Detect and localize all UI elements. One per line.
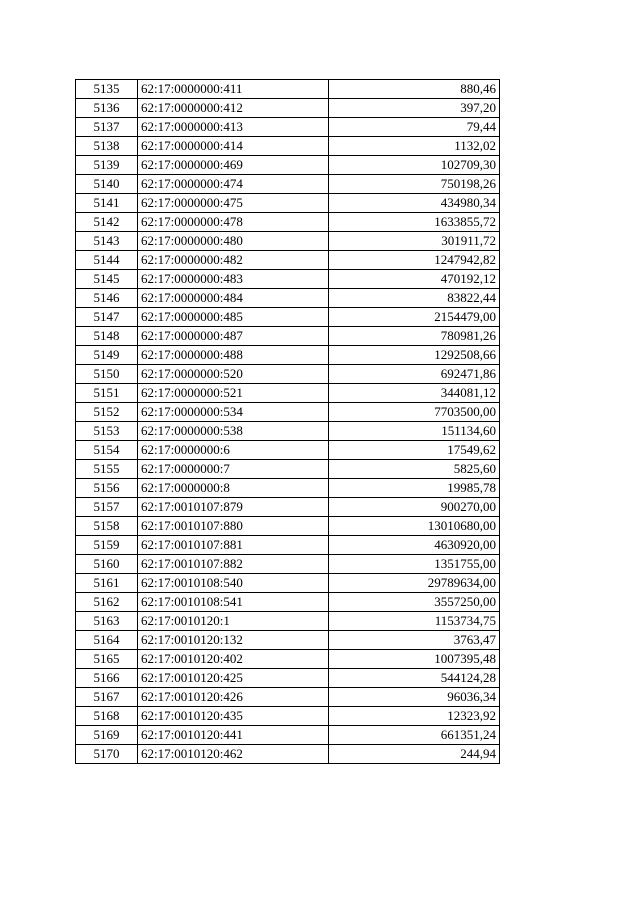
value-cell: 1007395,48 xyxy=(329,650,500,669)
table-row xyxy=(76,403,500,422)
value-cell: 1292508,66 xyxy=(329,346,500,365)
row-number-cell: 5137 xyxy=(76,118,138,137)
cadastral-value-table xyxy=(75,79,500,764)
cadastral-number-cell: 62:17:0000000:478 xyxy=(138,213,329,232)
value-cell: 151134,60 xyxy=(329,422,500,441)
value-cell: 102709,30 xyxy=(329,156,500,175)
cadastral-number-cell: 62:17:0010108:540 xyxy=(138,574,329,593)
row-number-cell: 5155 xyxy=(76,460,138,479)
table-row xyxy=(76,726,500,745)
value-cell: 544124,28 xyxy=(329,669,500,688)
table-row xyxy=(76,175,500,194)
cadastral-number-cell: 62:17:0000000:534 xyxy=(138,403,329,422)
row-number-cell: 5148 xyxy=(76,327,138,346)
cadastral-number-cell: 62:17:0010108:541 xyxy=(138,593,329,612)
value-cell: 397,20 xyxy=(329,99,500,118)
table-row xyxy=(76,688,500,707)
value-cell: 1633855,72 xyxy=(329,213,500,232)
value-cell: 83822,44 xyxy=(329,289,500,308)
table-row xyxy=(76,422,500,441)
row-number-cell: 5146 xyxy=(76,289,138,308)
row-number-cell: 5156 xyxy=(76,479,138,498)
value-cell: 3763,47 xyxy=(329,631,500,650)
table-row xyxy=(76,232,500,251)
row-number-cell: 5169 xyxy=(76,726,138,745)
cadastral-number-cell: 62:17:0010107:880 xyxy=(138,517,329,536)
row-number-cell: 5167 xyxy=(76,688,138,707)
table-row xyxy=(76,308,500,327)
value-cell: 344081,12 xyxy=(329,384,500,403)
table-row xyxy=(76,612,500,631)
row-number-cell: 5150 xyxy=(76,365,138,384)
row-number-cell: 5160 xyxy=(76,555,138,574)
cadastral-number-cell: 62:17:0000000:484 xyxy=(138,289,329,308)
table-row xyxy=(76,384,500,403)
value-cell: 1351755,00 xyxy=(329,555,500,574)
cadastral-number-cell: 62:17:0000000:480 xyxy=(138,232,329,251)
table-row xyxy=(76,213,500,232)
row-number-cell: 5170 xyxy=(76,745,138,764)
row-number-cell: 5166 xyxy=(76,669,138,688)
cadastral-number-cell: 62:17:0000000:521 xyxy=(138,384,329,403)
cadastral-number-cell: 62:17:0000000:485 xyxy=(138,308,329,327)
cadastral-number-cell: 62:17:0010120:441 xyxy=(138,726,329,745)
value-cell: 470192,12 xyxy=(329,270,500,289)
value-cell: 434980,34 xyxy=(329,194,500,213)
cadastral-number-cell: 62:17:0000000:7 xyxy=(138,460,329,479)
value-cell: 900270,00 xyxy=(329,498,500,517)
value-cell: 1247942,82 xyxy=(329,251,500,270)
document-page xyxy=(75,79,500,764)
value-cell: 301911,72 xyxy=(329,232,500,251)
value-cell: 5825,60 xyxy=(329,460,500,479)
row-number-cell: 5152 xyxy=(76,403,138,422)
row-number-cell: 5139 xyxy=(76,156,138,175)
cadastral-number-cell: 62:17:0010107:881 xyxy=(138,536,329,555)
cadastral-number-cell: 62:17:0010120:425 xyxy=(138,669,329,688)
row-number-cell: 5165 xyxy=(76,650,138,669)
table-row xyxy=(76,80,500,99)
table-row xyxy=(76,593,500,612)
row-number-cell: 5145 xyxy=(76,270,138,289)
value-cell: 1132,02 xyxy=(329,137,500,156)
value-cell: 13010680,00 xyxy=(329,517,500,536)
row-number-cell: 5140 xyxy=(76,175,138,194)
table-row xyxy=(76,99,500,118)
cadastral-number-cell: 62:17:0000000:411 xyxy=(138,80,329,99)
value-cell: 692471,86 xyxy=(329,365,500,384)
cadastral-number-cell: 62:17:0000000:412 xyxy=(138,99,329,118)
value-cell: 96036,34 xyxy=(329,688,500,707)
cadastral-number-cell: 62:17:0000000:487 xyxy=(138,327,329,346)
cadastral-number-cell: 62:17:0000000:475 xyxy=(138,194,329,213)
row-number-cell: 5151 xyxy=(76,384,138,403)
table-row xyxy=(76,289,500,308)
table-row xyxy=(76,555,500,574)
table-body xyxy=(76,80,500,764)
row-number-cell: 5144 xyxy=(76,251,138,270)
cadastral-number-cell: 62:17:0000000:474 xyxy=(138,175,329,194)
table-row xyxy=(76,479,500,498)
cadastral-number-cell: 62:17:0000000:413 xyxy=(138,118,329,137)
table-row xyxy=(76,574,500,593)
row-number-cell: 5158 xyxy=(76,517,138,536)
table-row xyxy=(76,460,500,479)
row-number-cell: 5138 xyxy=(76,137,138,156)
value-cell: 1153734,75 xyxy=(329,612,500,631)
table-row xyxy=(76,498,500,517)
value-cell: 79,44 xyxy=(329,118,500,137)
cadastral-number-cell: 62:17:0000000:469 xyxy=(138,156,329,175)
table-row xyxy=(76,251,500,270)
row-number-cell: 5163 xyxy=(76,612,138,631)
cadastral-number-cell: 62:17:0000000:6 xyxy=(138,441,329,460)
table-row xyxy=(76,536,500,555)
cadastral-number-cell: 62:17:0010120:435 xyxy=(138,707,329,726)
row-number-cell: 5147 xyxy=(76,308,138,327)
table-row xyxy=(76,745,500,764)
row-number-cell: 5154 xyxy=(76,441,138,460)
row-number-cell: 5141 xyxy=(76,194,138,213)
table-row xyxy=(76,669,500,688)
cadastral-number-cell: 62:17:0000000:538 xyxy=(138,422,329,441)
cadastral-number-cell: 62:17:0010120:426 xyxy=(138,688,329,707)
cadastral-number-cell: 62:17:0000000:520 xyxy=(138,365,329,384)
table-row xyxy=(76,270,500,289)
table-row xyxy=(76,650,500,669)
table-row xyxy=(76,327,500,346)
table-row xyxy=(76,631,500,650)
row-number-cell: 5143 xyxy=(76,232,138,251)
row-number-cell: 5161 xyxy=(76,574,138,593)
value-cell: 12323,92 xyxy=(329,707,500,726)
cadastral-number-cell: 62:17:0000000:482 xyxy=(138,251,329,270)
cadastral-number-cell: 62:17:0010120:402 xyxy=(138,650,329,669)
cadastral-number-cell: 62:17:0010120:1 xyxy=(138,612,329,631)
value-cell: 880,46 xyxy=(329,80,500,99)
row-number-cell: 5168 xyxy=(76,707,138,726)
table-row xyxy=(76,156,500,175)
cadastral-number-cell: 62:17:0000000:414 xyxy=(138,137,329,156)
value-cell: 19985,78 xyxy=(329,479,500,498)
row-number-cell: 5164 xyxy=(76,631,138,650)
value-cell: 2154479,00 xyxy=(329,308,500,327)
row-number-cell: 5149 xyxy=(76,346,138,365)
row-number-cell: 5142 xyxy=(76,213,138,232)
value-cell: 244,94 xyxy=(329,745,500,764)
table-row xyxy=(76,137,500,156)
table-row xyxy=(76,118,500,137)
value-cell: 29789634,00 xyxy=(329,574,500,593)
row-number-cell: 5159 xyxy=(76,536,138,555)
cadastral-number-cell: 62:17:0010107:879 xyxy=(138,498,329,517)
cadastral-number-cell: 62:17:0000000:8 xyxy=(138,479,329,498)
cadastral-number-cell: 62:17:0010120:462 xyxy=(138,745,329,764)
table-row xyxy=(76,346,500,365)
table-row xyxy=(76,707,500,726)
row-number-cell: 5135 xyxy=(76,80,138,99)
row-number-cell: 5162 xyxy=(76,593,138,612)
value-cell: 780981,26 xyxy=(329,327,500,346)
row-number-cell: 5153 xyxy=(76,422,138,441)
row-number-cell: 5157 xyxy=(76,498,138,517)
table-row xyxy=(76,365,500,384)
value-cell: 3557250,00 xyxy=(329,593,500,612)
value-cell: 4630920,00 xyxy=(329,536,500,555)
value-cell: 17549,62 xyxy=(329,441,500,460)
row-number-cell: 5136 xyxy=(76,99,138,118)
table-row xyxy=(76,441,500,460)
table-row xyxy=(76,194,500,213)
cadastral-number-cell: 62:17:0010120:132 xyxy=(138,631,329,650)
value-cell: 750198,26 xyxy=(329,175,500,194)
cadastral-number-cell: 62:17:0000000:488 xyxy=(138,346,329,365)
value-cell: 7703500,00 xyxy=(329,403,500,422)
table-row xyxy=(76,517,500,536)
cadastral-number-cell: 62:17:0000000:483 xyxy=(138,270,329,289)
value-cell: 661351,24 xyxy=(329,726,500,745)
cadastral-number-cell: 62:17:0010107:882 xyxy=(138,555,329,574)
